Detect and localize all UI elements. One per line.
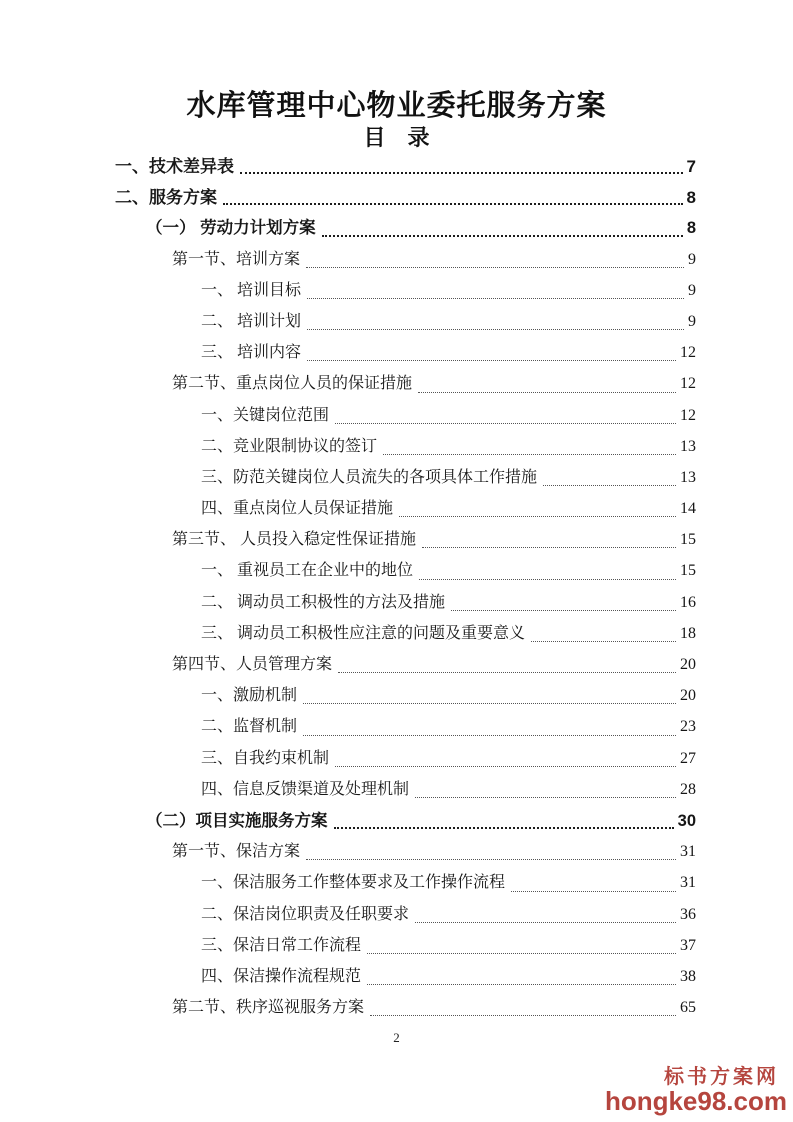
- watermark: [605, 1067, 787, 1114]
- toc-row: [201, 464, 696, 495]
- toc-row: [201, 339, 696, 370]
- toc-dot-leader: [451, 610, 676, 611]
- toc-entry-page-number: 16: [680, 593, 696, 611]
- toc-entry-label: 第四节、人员管理方案: [172, 656, 333, 673]
- toc-entry-page-number: 38: [680, 967, 696, 985]
- toc-dot-leader: [223, 203, 683, 205]
- toc-dot-leader: [240, 172, 683, 174]
- toc-entry-page-number: 18: [680, 624, 696, 642]
- page-number: 2: [393, 1030, 400, 1045]
- toc-row: [201, 402, 696, 433]
- toc-row: [201, 869, 696, 900]
- toc-dot-leader: [543, 485, 676, 486]
- toc-dot-leader: [367, 984, 676, 985]
- toc-entry-page-number: 23: [680, 718, 696, 736]
- toc-row: [201, 963, 696, 994]
- toc-entry-page-number: 15: [680, 531, 696, 549]
- toc-entry-label: 第三节、 人员投入稳定性保证措施: [172, 531, 417, 549]
- toc-entry-page-number: 15: [680, 562, 696, 580]
- toc-entry-label: 一、技术差异表: [115, 157, 234, 176]
- toc-entry-label: 第二节、重点岗位人员的保证措施: [172, 375, 413, 393]
- toc-entry-label: （一） 劳动力计划方案: [146, 219, 316, 238]
- toc-row: [172, 370, 696, 401]
- toc-entry-label: 一、 培训目标: [201, 281, 302, 299]
- toc-entry-label: 四、信息反馈渠道及处理机制: [201, 780, 410, 798]
- toc-entry-page-number: 13: [680, 437, 696, 455]
- toc-dot-leader: [531, 641, 676, 642]
- toc-dot-leader: [334, 827, 674, 829]
- toc-dot-leader: [335, 423, 676, 424]
- toc-entry-label: 一、关键岗位范围: [201, 406, 330, 424]
- toc-entry-page-number: 65: [680, 999, 696, 1017]
- toc-dot-leader: [415, 922, 676, 923]
- toc-dot-leader: [422, 547, 676, 548]
- toc-row: [172, 246, 696, 277]
- toc-dot-leader: [370, 1015, 676, 1016]
- toc-entry-page-number: 9: [688, 281, 696, 299]
- toc-row: [172, 994, 696, 1025]
- toc-row: [115, 183, 696, 214]
- toc-entry-label: 二、 培训计划: [201, 312, 302, 330]
- toc-row: [201, 682, 696, 713]
- toc-entry-label: 第二节、秩序巡视服务方案: [172, 999, 365, 1017]
- toc-entry-label: 二、保洁岗位职责及任职要求: [201, 905, 410, 923]
- toc-entry-label: 二、监督机制: [201, 718, 298, 736]
- toc-entry-label: 一、保洁服务工作整体要求及工作操作流程: [201, 874, 506, 892]
- toc-row: [201, 495, 696, 526]
- toc-entry-label: 二、竞业限制协议的签订: [201, 437, 378, 455]
- toc-dot-leader: [303, 703, 676, 704]
- toc-dot-leader: [399, 516, 676, 517]
- toc-entry-page-number: 8: [686, 188, 696, 208]
- toc-row: [201, 932, 696, 963]
- toc-entry-label: 二、 调动员工积极性的方法及措施: [201, 593, 446, 611]
- toc-row: [201, 713, 696, 744]
- toc-dot-leader: [511, 891, 676, 892]
- toc-entry-page-number: 13: [680, 468, 696, 486]
- toc-entry-page-number: 27: [680, 749, 696, 767]
- toc-list: [115, 152, 696, 1025]
- toc-dot-leader: [306, 859, 676, 860]
- toc-row: [201, 901, 696, 932]
- toc-row: [146, 214, 696, 245]
- toc-entry-page-number: 31: [680, 843, 696, 861]
- toc-entry-label: 三、防范关键岗位人员流失的各项具体工作措施: [201, 468, 538, 486]
- toc-entry-page-number: 12: [680, 406, 696, 424]
- toc-entry-label: 一、 重视员工在企业中的地位: [201, 562, 414, 580]
- toc-entry-page-number: 8: [686, 219, 696, 238]
- watermark-site-url: hongke98.com: [604, 1086, 787, 1116]
- toc-row: [201, 433, 696, 464]
- toc-row: [201, 620, 696, 651]
- toc-entry-page-number: 36: [680, 905, 696, 923]
- toc-entry-label: 四、保洁操作流程规范: [201, 967, 362, 985]
- toc-dot-leader: [307, 329, 684, 330]
- toc-entry-page-number: 31: [680, 874, 696, 892]
- toc-dot-leader: [307, 298, 684, 299]
- toc-entry-label: 第一节、培训方案: [172, 250, 301, 268]
- toc-entry-page-number: 7: [686, 157, 696, 176]
- toc-entry-label: 三、自我约束机制: [201, 749, 330, 767]
- toc-dot-leader: [307, 360, 676, 361]
- watermark-site-name: 标书方案网: [664, 1066, 779, 1088]
- toc-row: [201, 589, 696, 620]
- toc-row: [201, 776, 696, 807]
- toc-entry-page-number: 37: [680, 936, 696, 954]
- toc-row: [201, 277, 696, 308]
- toc-entry-page-number: 9: [688, 250, 696, 268]
- toc-row: [201, 745, 696, 776]
- toc-entry-label: 四、重点岗位人员保证措施: [201, 500, 394, 518]
- toc-dot-leader: [322, 235, 683, 237]
- toc-entry-label: （二）项目实施服务方案: [146, 811, 328, 830]
- toc-entry-label: 三、 调动员工积极性应注意的问题及重要意义: [201, 624, 526, 642]
- toc-dot-leader: [338, 672, 676, 673]
- toc-entry-page-number: 28: [680, 780, 696, 798]
- toc-entry-page-number: 12: [680, 375, 696, 393]
- toc-dot-leader: [419, 579, 676, 580]
- toc-entry-page-number: 9: [688, 312, 696, 330]
- toc-dot-leader: [306, 267, 684, 268]
- toc-entry-page-number: 20: [680, 656, 696, 673]
- document-title: 水库管理中心物业委托服务方案: [186, 90, 607, 122]
- toc-entry-label: 三、保洁日常工作流程: [201, 936, 362, 954]
- toc-row: [172, 526, 696, 557]
- toc-entry-page-number: 12: [680, 344, 696, 362]
- toc-entry-label: 第一节、保洁方案: [172, 843, 301, 861]
- toc-row: [201, 308, 696, 339]
- toc-heading: 目 录: [363, 125, 430, 150]
- toc-entry-label: 二、服务方案: [115, 188, 217, 208]
- toc-dot-leader: [415, 797, 676, 798]
- toc-row: [172, 651, 696, 682]
- toc-entry-label: 三、 培训内容: [201, 344, 302, 362]
- toc-entry-page-number: 20: [680, 687, 696, 705]
- toc-row: [201, 557, 696, 588]
- toc-dot-leader: [383, 454, 676, 455]
- toc-dot-leader: [418, 392, 676, 393]
- toc-row: [146, 807, 696, 838]
- toc-dot-leader: [335, 766, 676, 767]
- toc-row: [172, 838, 696, 869]
- toc-row: [115, 152, 696, 183]
- toc-dot-leader: [367, 953, 676, 954]
- toc-dot-leader: [303, 735, 676, 736]
- toc-entry-page-number: 30: [677, 811, 696, 830]
- toc-entry-label: 一、激励机制: [201, 687, 298, 705]
- toc-entry-page-number: 14: [680, 500, 696, 518]
